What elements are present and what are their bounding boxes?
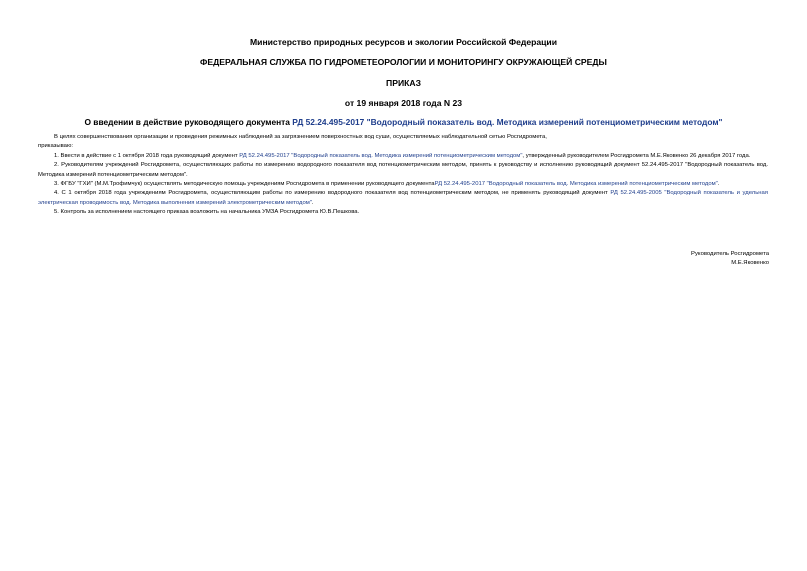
paragraph-2: 2. Руководителям учреждений Росгидромета, осуществляющих работы по измерению водородного показателя вод потенциометрическим методом, принять к руководству и исполнению руководящий документ 52.24.495-2017 "Водородный показатель вод. Методика измерений потенциометрическим методом". (38, 162, 768, 178)
signature-position: Руководитель Росгидромета (691, 251, 769, 257)
p1-text-end: , утвержденный руководителем Росгидромета М.Е.Яковенко 26 декабря 2017 года. (522, 152, 751, 159)
date-number-heading: от 19 января 2018 года N 23 (344, 98, 463, 108)
signature-name: М.Е.Яковенко (731, 260, 769, 267)
paragraph-5: 5. Контроль за исполнением настоящего приказа возложить на начальника УМЗА Росгидромета Ю.В.Пешкова. (54, 209, 360, 216)
signature-block (691, 250, 769, 269)
p4-text: 4. С 1 октября 2018 года учреждениям Росгидромета, осуществляющим работы по измерению водородного показателя вод потенциометрическим методом, не применять руководящий документ (54, 190, 611, 197)
intro-paragraph: В целях совершенствования организации и проведения режимных наблюдений за загрязнением поверхностных вод суши, осуществляемых наблюдательной сетью Росгидромета, (54, 134, 547, 140)
title-prefix: О введении в действие руководящего документа (84, 117, 293, 127)
doc-type-heading: ПРИКАЗ (386, 78, 421, 88)
p3-text-end: . (717, 181, 720, 188)
order-body (38, 133, 768, 218)
title-document-link[interactable]: РД 52.24.495-2017 "Водородный показатель вод. Методика измерений потенциометрическим методом" (292, 117, 723, 127)
p1-document-link[interactable]: РД 52.24.495-2017 "Водородный показатель вод. Методика измерений потенциометрическим методом" (239, 152, 523, 159)
p4-text-end: . (311, 199, 314, 206)
order-word: приказываю: (38, 143, 74, 150)
p3-document-link[interactable]: РД 52.24.495-2017 "Водородный показатель вод. Методика измерений потенциометрическим методом" (434, 181, 718, 188)
p1-text: 1. Ввести в действие с 1 октября 2018 года руководящий документ (54, 152, 240, 159)
paragraph-1 (38, 152, 768, 161)
paragraph-3 (38, 180, 768, 189)
p4-document-link[interactable]: РД 52.24.495-2005 "Водородный показатель и удельная электрическая проводимость вод. Методика выполнения измерений электрометрическим методом" (38, 190, 768, 206)
p3-text: 3. ФГБУ "ГХИ" (М.М.Трофимчук) осуществлять методическую помощь учреждениям Росгидромета в применении руководящего документа (54, 181, 435, 188)
ministry-heading: Министерство природных ресурсов и экологии Российской Федерации (250, 37, 557, 47)
document-title (0, 117, 807, 127)
service-heading: ФЕДЕРАЛЬНАЯ СЛУЖБА ПО ГИДРОМЕТЕОРОЛОГИИ И МОНИТОРИНГУ ОКРУЖАЮЩЕЙ СРЕДЫ (200, 57, 607, 67)
paragraph-4 (38, 189, 768, 208)
